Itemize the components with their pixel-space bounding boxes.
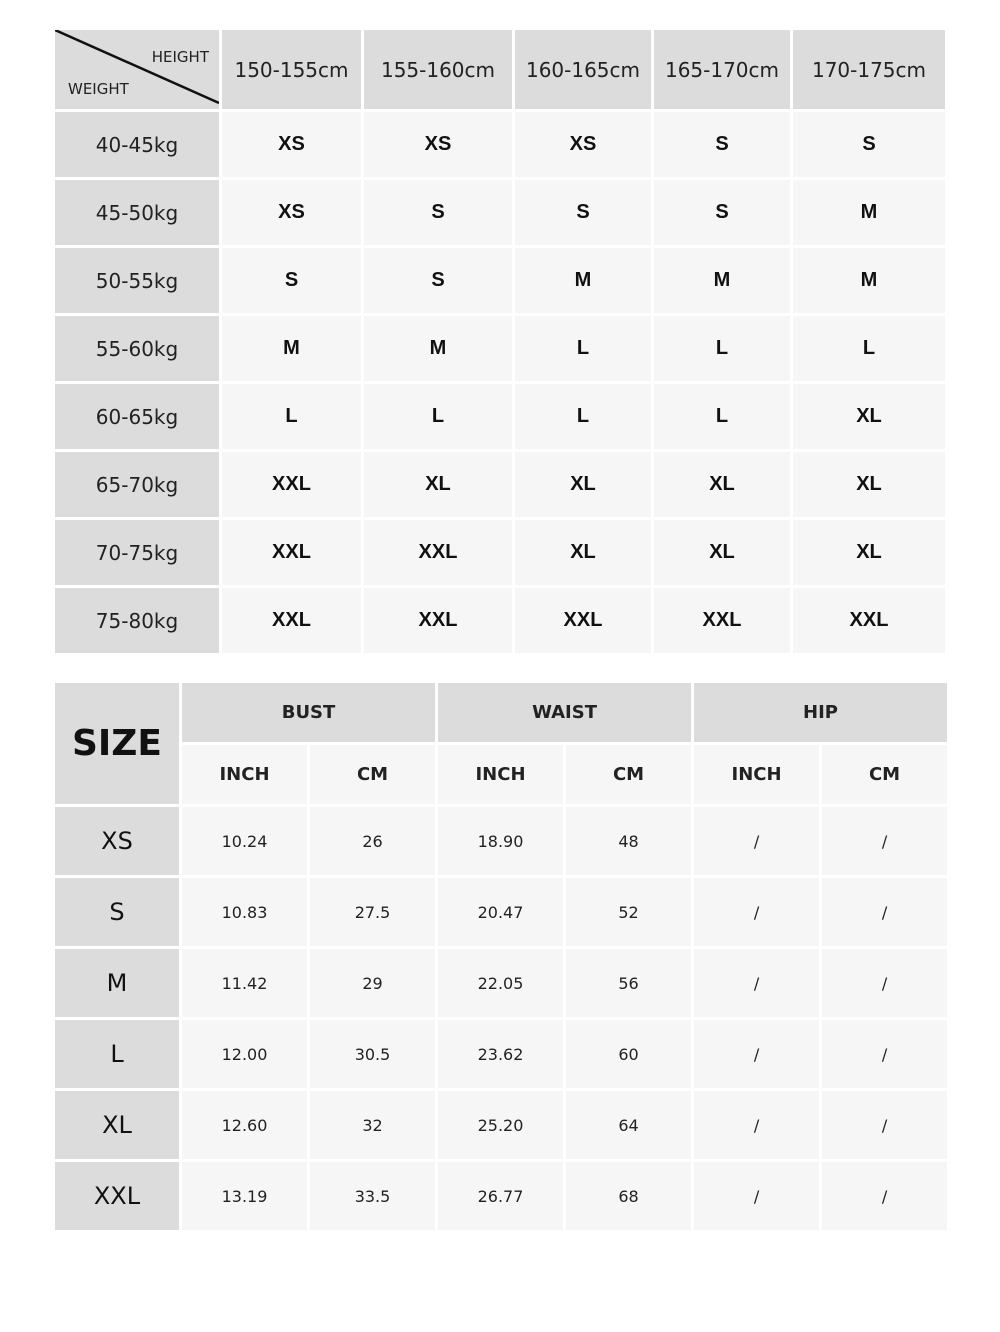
table-row (55, 180, 945, 245)
measurement-cell: 27.5 (310, 878, 435, 946)
waist-group-header: WAIST (438, 683, 691, 742)
weight-row-header: 40-45kg (55, 112, 219, 177)
measurement-cell: 10.24 (182, 807, 307, 875)
table-row (55, 384, 945, 449)
measurement-cell: / (694, 1162, 819, 1230)
size-cell: L (222, 384, 361, 449)
weight-row-header: 55-60kg (55, 316, 219, 381)
size-cell: XL (654, 452, 790, 517)
measurement-cell: 18.90 (438, 807, 563, 875)
measurements-body (55, 807, 947, 1230)
size-cell: XXL (364, 520, 512, 585)
size-cell: XS (515, 112, 651, 177)
unit-header-cell: INCH (438, 745, 563, 804)
weight-row-header: 45-50kg (55, 180, 219, 245)
measurement-cell: 10.83 (182, 878, 307, 946)
table-row (55, 316, 945, 381)
unit-header-cell: INCH (182, 745, 307, 804)
size-cell: XXL (515, 588, 651, 653)
size-cell: XL (793, 384, 945, 449)
size-cell: M (515, 248, 651, 313)
weight-row-header: 60-65kg (55, 384, 219, 449)
size-cell: XS (222, 180, 361, 245)
size-cell: XXL (364, 588, 512, 653)
measurement-cell: 22.05 (438, 949, 563, 1017)
measurement-cell: 11.42 (182, 949, 307, 1017)
size-row-header: S (55, 878, 179, 946)
table-row (55, 949, 947, 1017)
size-cell: L (364, 384, 512, 449)
table-row (55, 112, 945, 177)
size-cell: XXL (222, 452, 361, 517)
height-axis-label: HEIGHT (151, 48, 209, 66)
size-cell: S (654, 112, 790, 177)
measurement-cell: 26 (310, 807, 435, 875)
measurement-cell: 32 (310, 1091, 435, 1159)
weight-axis-label: WEIGHT (68, 80, 129, 98)
measurement-cell: 12.00 (182, 1020, 307, 1088)
table-row (55, 520, 945, 585)
size-cell: XS (364, 112, 512, 177)
size-cell: XL (654, 520, 790, 585)
size-cell: XL (515, 452, 651, 517)
measurement-cell: 13.19 (182, 1162, 307, 1230)
group-header-row (55, 683, 947, 742)
size-cell: L (515, 384, 651, 449)
measurement-cell: 20.47 (438, 878, 563, 946)
size-guide-body (55, 112, 945, 653)
table-row (55, 878, 947, 946)
measurement-cell: / (822, 1091, 947, 1159)
size-cell: XXL (222, 588, 361, 653)
height-header-cell: 155-160cm (364, 30, 512, 109)
table-row (55, 1091, 947, 1159)
unit-header-cell: CM (566, 745, 691, 804)
size-row-header: M (55, 949, 179, 1017)
size-cell: XL (515, 520, 651, 585)
size-cell: S (793, 112, 945, 177)
hip-group-header: HIP (694, 683, 947, 742)
measurement-cell: / (694, 1020, 819, 1088)
size-cell: M (654, 248, 790, 313)
measurement-cell: 56 (566, 949, 691, 1017)
measurement-cell: 48 (566, 807, 691, 875)
measurement-cell: 52 (566, 878, 691, 946)
measurement-cell: / (822, 878, 947, 946)
size-cell: XXL (222, 520, 361, 585)
height-header-cell: 160-165cm (515, 30, 651, 109)
bust-group-header: BUST (182, 683, 435, 742)
table-row (55, 452, 945, 517)
size-cell: XXL (654, 588, 790, 653)
size-cell: S (654, 180, 790, 245)
size-cell: L (654, 384, 790, 449)
size-row-header: XXL (55, 1162, 179, 1230)
measurement-cell: 68 (566, 1162, 691, 1230)
measurement-cell: 64 (566, 1091, 691, 1159)
size-cell: M (364, 316, 512, 381)
height-header-cell: 150-155cm (222, 30, 361, 109)
measurement-cell: 12.60 (182, 1091, 307, 1159)
size-cell: M (222, 316, 361, 381)
weight-row-header: 65-70kg (55, 452, 219, 517)
measurement-cell: 29 (310, 949, 435, 1017)
measurement-cell: / (822, 1020, 947, 1088)
unit-header-cell: INCH (694, 745, 819, 804)
size-cell: S (515, 180, 651, 245)
size-row-header: L (55, 1020, 179, 1088)
height-header-cell: 170-175cm (793, 30, 945, 109)
size-cell: XL (793, 452, 945, 517)
measurement-cell: / (822, 1162, 947, 1230)
size-cell: L (515, 316, 651, 381)
height-header-cell: 165-170cm (654, 30, 790, 109)
measurement-cell: 60 (566, 1020, 691, 1088)
weight-row-header: 50-55kg (55, 248, 219, 313)
measurement-cell: 25.20 (438, 1091, 563, 1159)
height-header-row (55, 30, 945, 109)
measurement-cell: 26.77 (438, 1162, 563, 1230)
size-cell: XL (793, 520, 945, 585)
measurement-cell: 30.5 (310, 1020, 435, 1088)
table-row (55, 807, 947, 875)
table-row (55, 248, 945, 313)
measurement-cell: / (822, 949, 947, 1017)
table-row (55, 1162, 947, 1230)
size-cell: XXL (793, 588, 945, 653)
measurement-cell: / (694, 1091, 819, 1159)
size-row-header: XS (55, 807, 179, 875)
size-guide-height-weight-table (52, 27, 948, 656)
size-row-header: XL (55, 1091, 179, 1159)
measurement-cell: 23.62 (438, 1020, 563, 1088)
size-cell: S (364, 180, 512, 245)
measurement-cell: / (822, 807, 947, 875)
size-cell: S (222, 248, 361, 313)
size-cell: XS (222, 112, 361, 177)
size-column-title: SIZE (55, 683, 179, 804)
unit-header-row (55, 745, 947, 804)
size-cell: L (793, 316, 945, 381)
measurement-cell: 33.5 (310, 1162, 435, 1230)
corner-header-cell (55, 30, 219, 109)
table-row (55, 1020, 947, 1088)
measurement-cell: / (694, 878, 819, 946)
weight-row-header: 75-80kg (55, 588, 219, 653)
table-row (55, 588, 945, 653)
size-cell: L (654, 316, 790, 381)
unit-header-cell: CM (310, 745, 435, 804)
size-cell: M (793, 248, 945, 313)
unit-header-cell: CM (822, 745, 947, 804)
size-cell: M (793, 180, 945, 245)
size-cell: XL (364, 452, 512, 517)
size-cell: S (364, 248, 512, 313)
measurements-table (52, 680, 950, 1233)
weight-row-header: 70-75kg (55, 520, 219, 585)
measurement-cell: / (694, 949, 819, 1017)
measurement-cell: / (694, 807, 819, 875)
